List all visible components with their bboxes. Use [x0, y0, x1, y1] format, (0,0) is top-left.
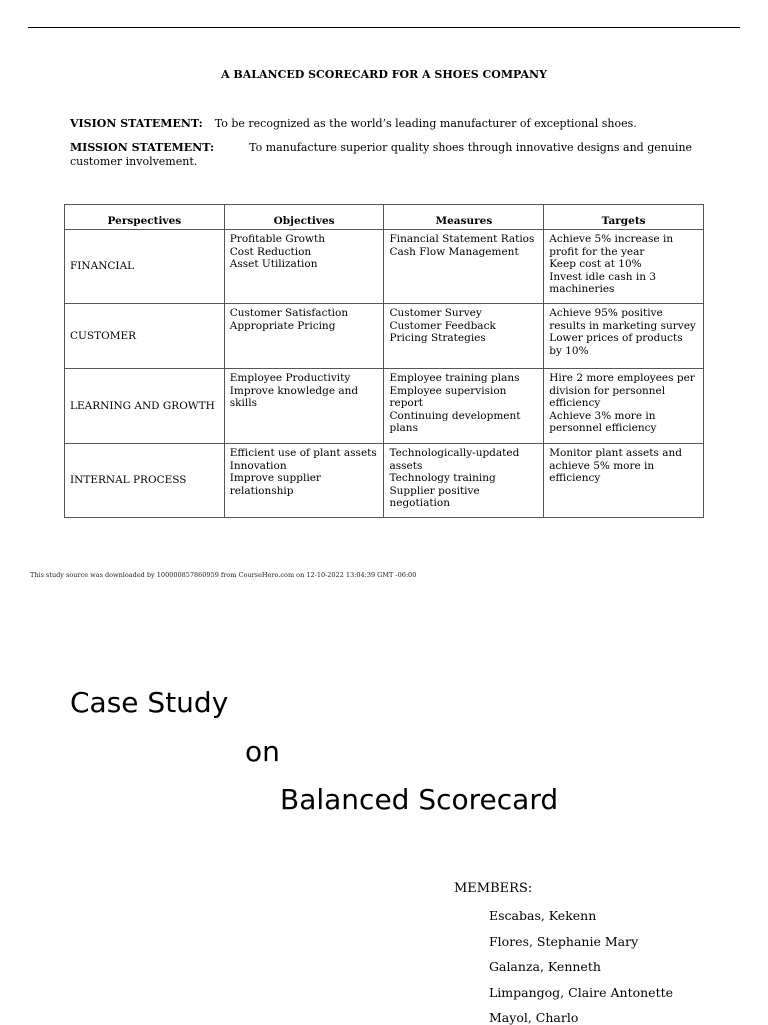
measures-cell — [384, 444, 544, 518]
objectives-cell — [224, 369, 384, 444]
objectives-item: Improve supplier relationship — [229, 472, 321, 497]
measures-item: Customer Survey — [389, 307, 482, 319]
measures-item: Cash Flow Management — [389, 245, 519, 258]
measures-item: Technology training — [389, 472, 496, 484]
member-name: Mayol, Charlo — [489, 1010, 579, 1025]
targets-item: Achieve 5% increase in profit for the year — [549, 233, 674, 258]
perspective-cell: FINANCIAL — [65, 230, 225, 304]
table-row — [65, 304, 704, 369]
header-targets: Targets — [544, 205, 704, 230]
objectives-item: Asset Utilization — [229, 258, 318, 270]
measures-cell — [384, 304, 544, 369]
measures-item: Supplier positive negotiation — [389, 484, 480, 509]
objectives-item: Cost Reduction — [229, 245, 312, 258]
objectives-cell — [224, 444, 384, 518]
targets-item: Lower prices of products by 10% — [549, 332, 683, 357]
table-row — [65, 444, 704, 518]
mission-statement — [70, 141, 710, 169]
measures-item: Technologically-updated assets — [389, 447, 520, 472]
objectives-cell — [224, 230, 384, 304]
download-footer: This study source was downloaded by 100000857860959 from CourseHero.com on 12-10-2022 13:04:39 GMT -06:00 — [30, 571, 417, 579]
measures-cell — [384, 230, 544, 304]
vision-statement — [70, 117, 710, 131]
objectives-item: Customer Satisfaction — [229, 307, 349, 319]
members-label: MEMBERS: — [454, 881, 533, 896]
table-row — [65, 369, 704, 444]
objectives-item: Appropriate Pricing — [229, 319, 336, 332]
header-objectives: Objectives — [224, 205, 384, 230]
measures-item: Employee training plans — [389, 372, 520, 384]
objectives-item: Improve knowledge and skills — [229, 384, 359, 409]
member-name: Flores, Stephanie Mary — [489, 934, 639, 949]
targets-item: Achieve 3% more in personnel efficiency — [549, 409, 657, 434]
targets-item: Invest idle cash in 3 machineries — [549, 270, 657, 295]
measures-item: Customer Feedback — [389, 319, 496, 332]
balanced-scorecard-table — [64, 204, 704, 518]
table-row — [65, 230, 704, 304]
objectives-item: Innovation — [229, 459, 287, 472]
case-study-line1: Case Study — [70, 686, 229, 719]
objectives-cell — [224, 304, 384, 369]
objectives-item: Efficient use of plant assets — [229, 447, 377, 459]
vision-text: To be recognized as the world’s leading manufacturer of exceptional shoes. — [214, 117, 637, 130]
case-study-line2: on — [245, 735, 280, 768]
table-header-row — [65, 205, 704, 230]
targets-cell — [544, 230, 704, 304]
measures-item: Employee supervision report — [389, 384, 507, 409]
perspective-cell: CUSTOMER — [65, 304, 225, 369]
top-rule — [28, 27, 740, 28]
targets-item: Keep cost at 10% — [549, 258, 642, 270]
objectives-item: Employee Productivity — [229, 372, 351, 384]
targets-cell — [544, 444, 704, 518]
member-name: Limpangog, Claire Antonette — [489, 985, 674, 1000]
targets-item: Monitor plant assets and achieve 5% more in efficiency — [549, 447, 682, 484]
document-title: A BALANCED SCORECARD FOR A SHOES COMPANY — [221, 68, 547, 81]
measures-item: Financial Statement Ratios — [389, 233, 535, 245]
targets-cell — [544, 369, 704, 444]
mission-text-line1: To manufacture superior quality shoes through innovative designs and genuine — [249, 141, 693, 154]
member-name: Escabas, Kekenn — [489, 908, 597, 923]
objectives-item: Profitable Growth — [229, 233, 325, 245]
perspective-cell: LEARNING AND GROWTH — [65, 369, 225, 444]
mission-text-line2: customer involvement. — [70, 155, 198, 168]
mission-label: MISSION STATEMENT: — [70, 141, 215, 154]
measures-cell — [384, 369, 544, 444]
vision-label: VISION STATEMENT: — [70, 117, 203, 130]
targets-cell — [544, 304, 704, 369]
perspective-cell: INTERNAL PROCESS — [65, 444, 225, 518]
header-measures: Measures — [384, 205, 544, 230]
targets-item: Achieve 95% positive results in marketing survey — [549, 307, 696, 332]
targets-item: Hire 2 more employees per division for personnel efficiency — [549, 372, 695, 409]
header-perspectives: Perspectives — [65, 205, 225, 230]
measures-item: Continuing development plans — [389, 409, 521, 434]
case-study-line3: Balanced Scorecard — [280, 783, 559, 816]
member-name: Galanza, Kenneth — [489, 959, 601, 974]
measures-item: Pricing Strategies — [389, 332, 486, 344]
